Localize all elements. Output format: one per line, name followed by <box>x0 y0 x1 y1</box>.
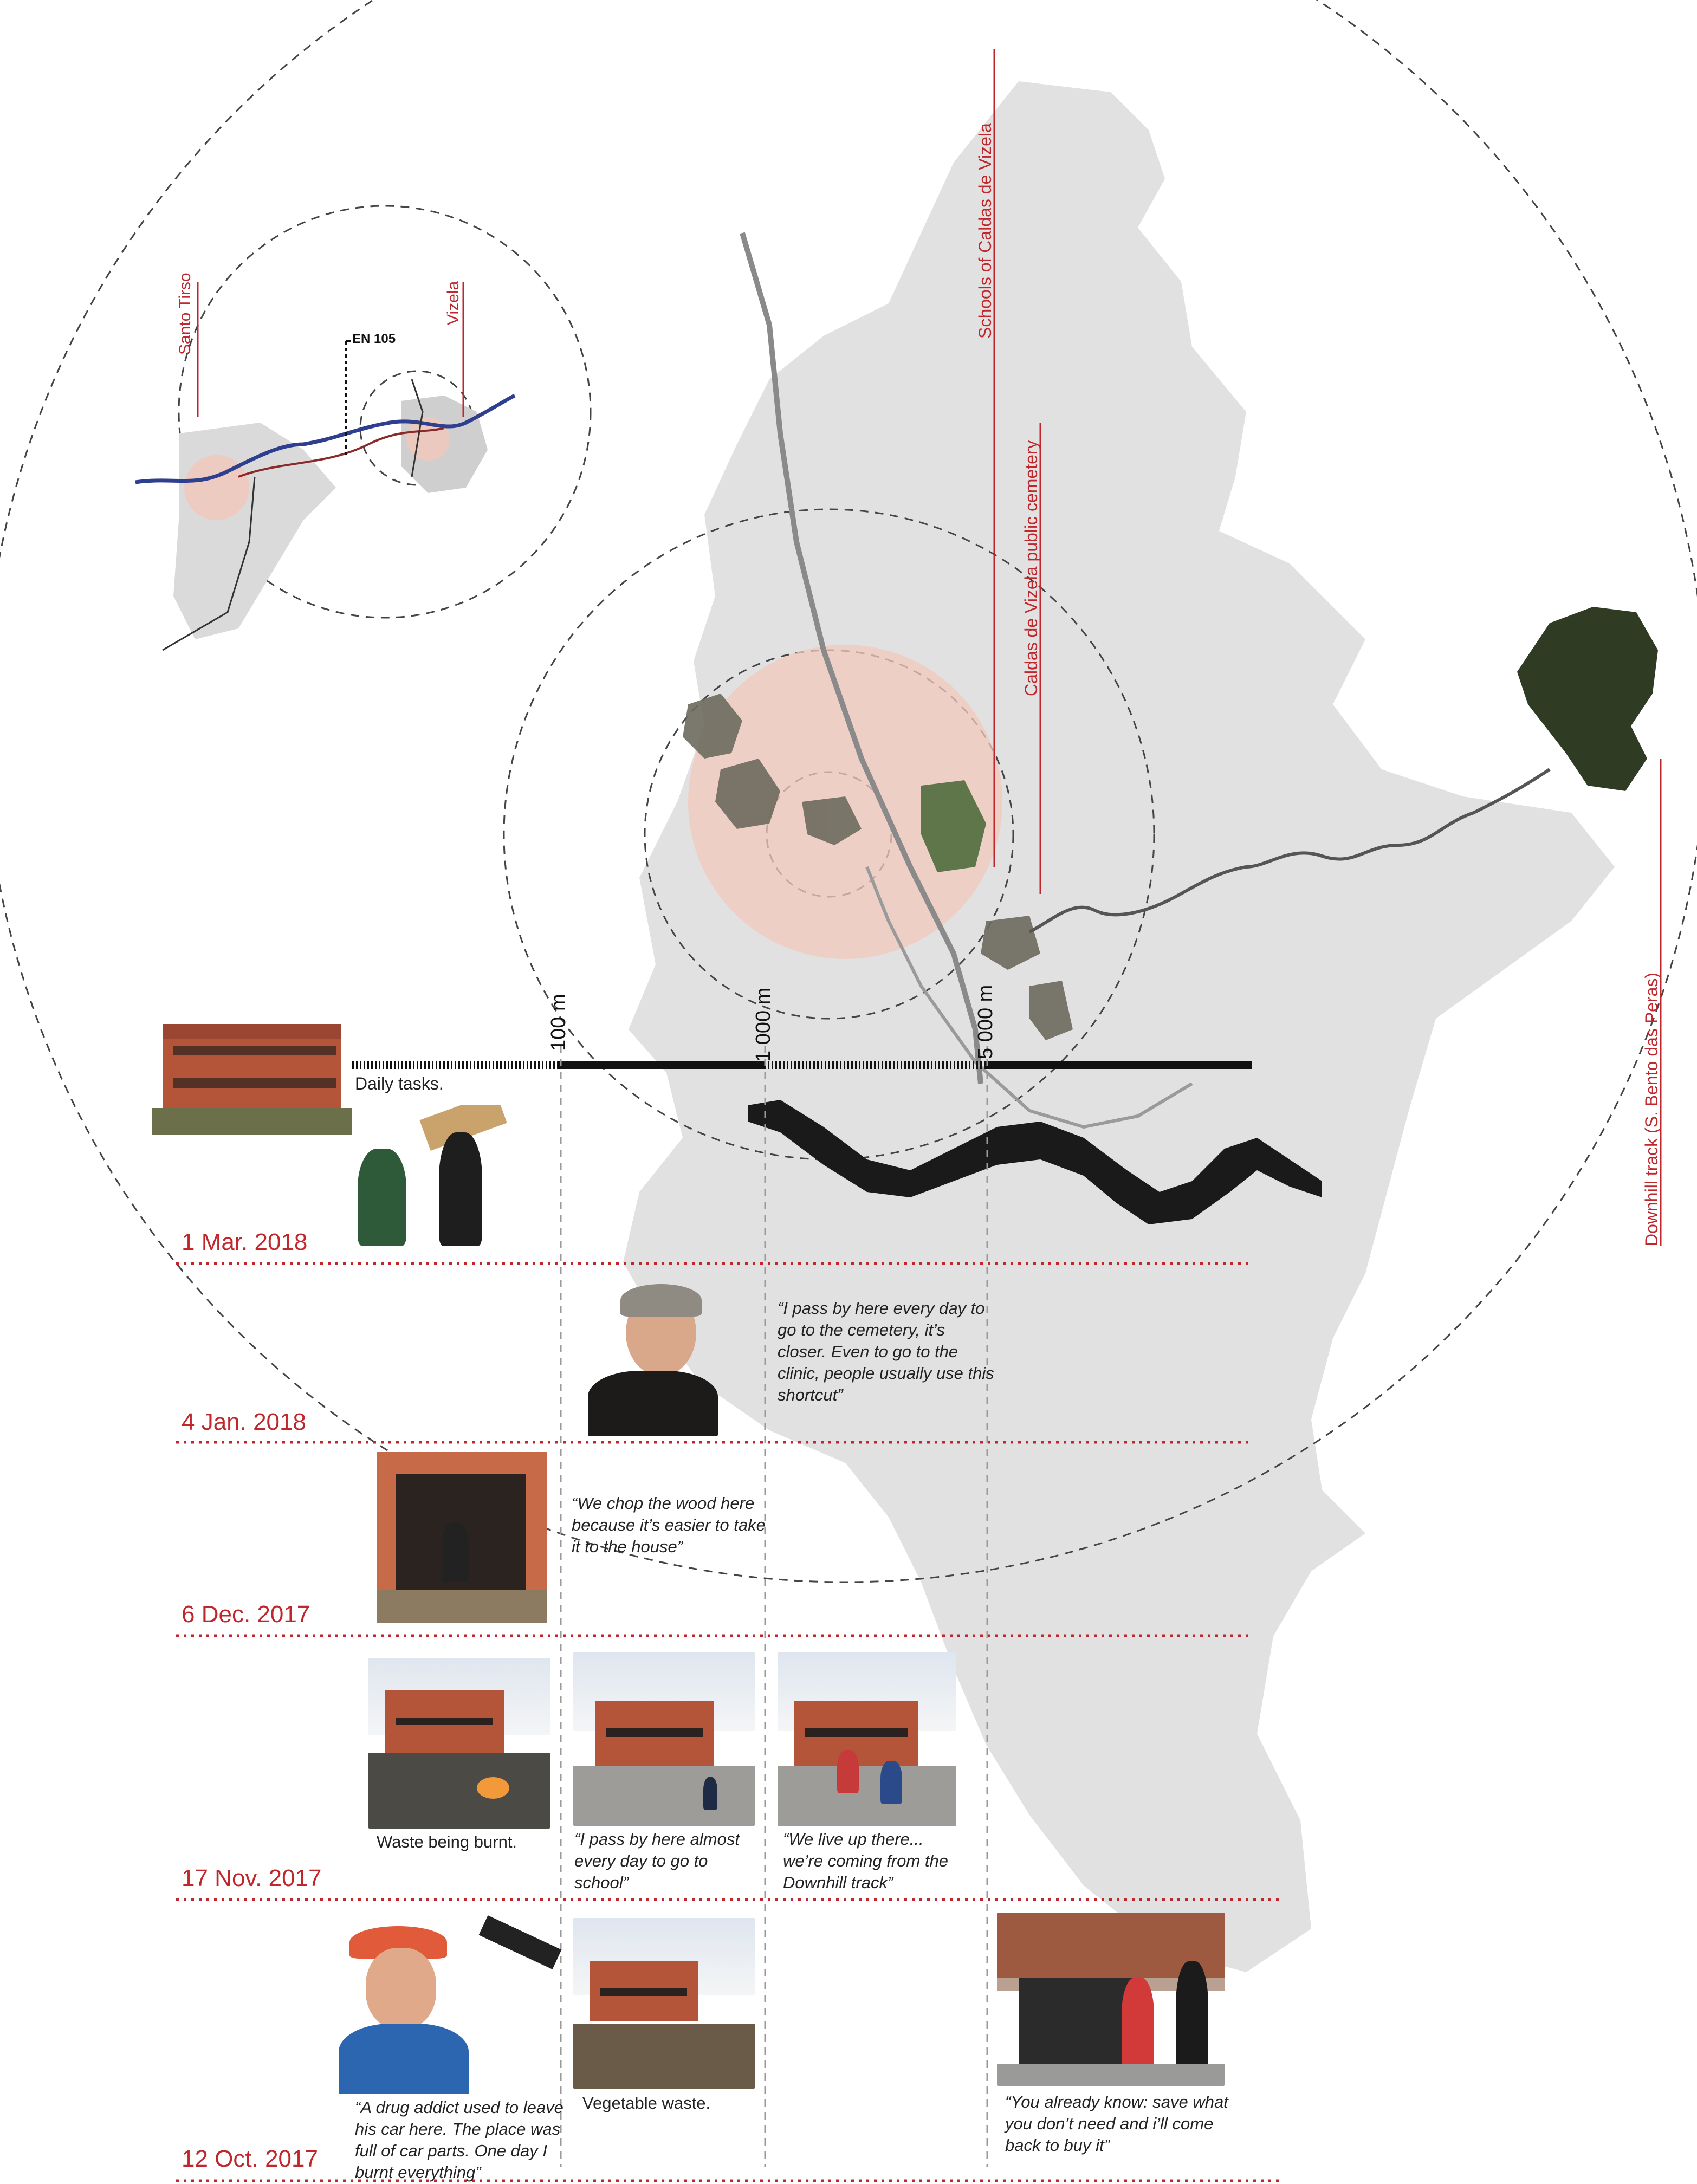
date-label: 4 Jan. 2018 <box>182 1409 306 1435</box>
daily-tasks-caption: Daily tasks. <box>355 1074 444 1093</box>
vegetable-waste-photo <box>573 1918 755 2089</box>
downhill-hill-aerial <box>1517 607 1658 791</box>
wood-chopping-photo <box>377 1452 547 1623</box>
waste-burning-photo <box>368 1658 550 1829</box>
regional-inset <box>135 206 591 650</box>
old-man-photo <box>339 1915 566 2094</box>
drug-addict-car-quote: “A drug addict used to leave his car here. The place was full of car parts. One day I burnt everything” <box>355 2098 563 2182</box>
cyclists-photo <box>778 1652 956 1826</box>
schools-label: Schools of Caldas de Vizela <box>975 123 995 339</box>
waste-burnt-caption: Waste being burnt. <box>377 1832 517 1851</box>
schoolboy-photo <box>573 1652 755 1826</box>
date-label: 17 Nov. 2017 <box>182 1865 322 1891</box>
santo-tirso-label: Santo Tirso <box>176 273 194 355</box>
date-label: 1 Mar. 2018 <box>182 1229 308 1255</box>
en105-label: EN 105 <box>352 332 396 346</box>
people-carrying-wood-photo <box>347 1105 509 1252</box>
woman-portrait-photo <box>588 1273 718 1436</box>
scrap-dealer-photo <box>997 1913 1225 2086</box>
scale-label-1000m: 1 000 m <box>752 987 775 1062</box>
vegetable-waste-caption: Vegetable waste. <box>582 2094 711 2112</box>
date-label: 6 Dec. 2017 <box>182 1601 310 1628</box>
downhill-route-quote: “We live up there... we’re coming from the Downhill track” <box>783 1830 948 1892</box>
scale-label-5000m: 5 000 m <box>974 984 997 1059</box>
scrap-dealer-quote: “You already know: save what you don’t need and i’ll come back to buy it” <box>1005 2092 1228 2155</box>
building-cutout-photo <box>152 1002 352 1135</box>
cemetery-shortcut-quote: “I pass by here every day to go to the cemetery, it’s closer. Even to go to the clinic, people usually use this shortcut” <box>778 1299 994 1404</box>
scale-label-100m: 100 m <box>547 994 570 1051</box>
date-label: 12 Oct. 2017 <box>182 2146 318 2172</box>
cemetery-label: Caldas de Vizela public cemetery <box>1021 440 1041 696</box>
chop-wood-quote: “We chop the wood here because it’s easier to take it to the house” <box>572 1494 766 1556</box>
downhill-label: Downhill track (S. Bento das Peras) <box>1642 972 1661 1246</box>
vizela-label: Vizela <box>444 281 462 325</box>
santo-tirso-area <box>173 423 336 639</box>
school-route-quote: “I pass by here almost every day to go to school” <box>574 1830 740 1892</box>
